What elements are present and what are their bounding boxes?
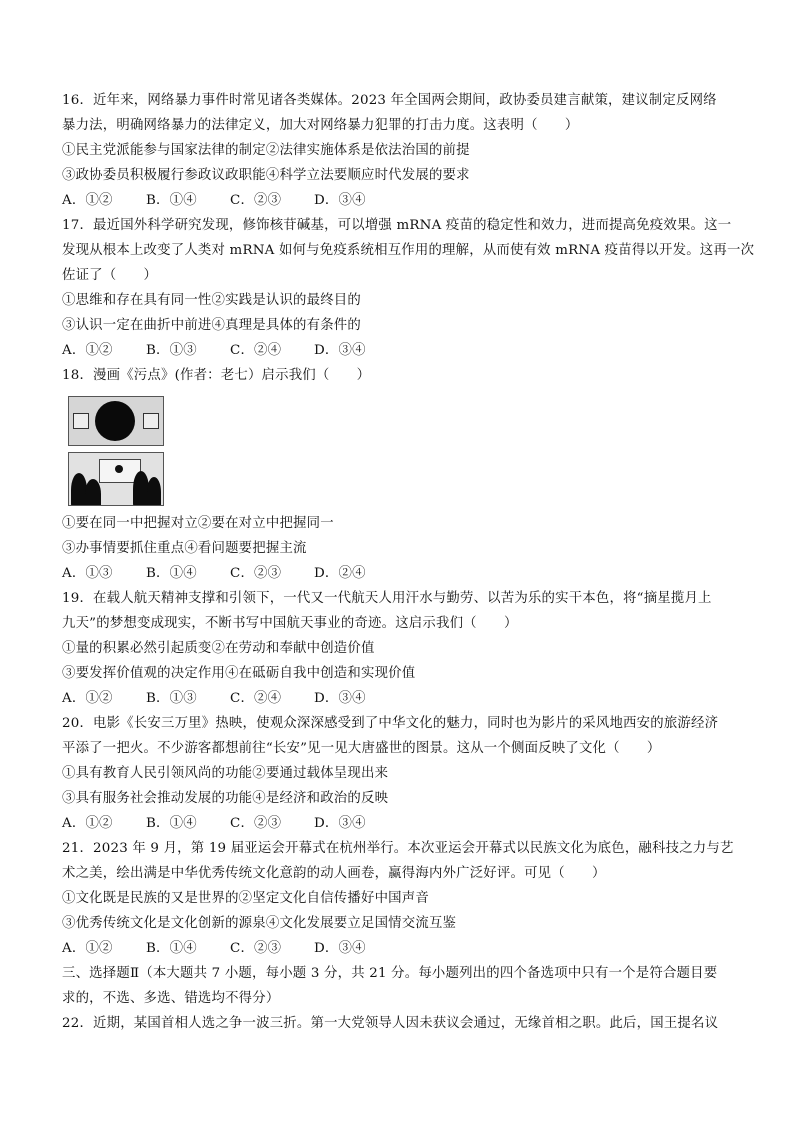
q19-option-c[interactable]: C．②④ bbox=[230, 691, 282, 706]
q17-option-c[interactable]: C．②④ bbox=[230, 343, 282, 358]
q18-options bbox=[62, 561, 742, 586]
q21-option-a[interactable]: A．①② bbox=[62, 941, 113, 956]
q21-option-b[interactable]: B．①④ bbox=[146, 941, 197, 956]
q16-item-2: ③政协委员积极履行参政议政职能④科学立法要顺应时代发展的要求 bbox=[62, 168, 470, 183]
q17-item-1: ①思维和存在具有同一性②实践是认识的最终目的 bbox=[62, 293, 361, 308]
q16-option-c[interactable]: C．②③ bbox=[230, 193, 282, 208]
q20-option-b[interactable]: B．①④ bbox=[146, 816, 197, 831]
q18-option-a[interactable]: A．①③ bbox=[62, 566, 113, 581]
q16-option-b[interactable]: B．①④ bbox=[146, 193, 197, 208]
q21-stem-line-2: 术之美，绘出满是中华优秀传统文化意韵的动人画卷，赢得海内外广泛好评。可见（ ） bbox=[62, 866, 606, 881]
section-3-heading-line-1: 三、选择题Ⅱ（本大题共 7 小题，每小题 3 分，共 21 分。每小题列出的四个备选项中只有一个是符合题目要 bbox=[62, 966, 718, 981]
q17-stem-line-3: 佐证了（ ） bbox=[62, 268, 158, 283]
q18-option-d[interactable]: D．②④ bbox=[314, 566, 366, 581]
q16-option-a[interactable]: A．①② bbox=[62, 193, 113, 208]
cartoon-panel-bottom bbox=[68, 452, 164, 506]
section-3-heading-line-2: 求的，不选、多选、错选均不得分） bbox=[62, 991, 280, 1006]
q18-option-c[interactable]: C．②③ bbox=[230, 566, 282, 581]
q21-stem-line-1: 21．2023 年 9 月，第 19 届亚运会开幕式在杭州举行。本次亚运会开幕式以民族文化为底色，融科技之力与艺 bbox=[62, 841, 734, 856]
q22-stem-line-1: 22．近期，某国首相人选之争一波三折。第一大党领导人因未获议会通过，无缘首相之职。此后，国王提名议 bbox=[62, 1016, 719, 1031]
cartoon-panel-top bbox=[68, 396, 164, 446]
q17-stem-line-2: 发现从根本上改变了人类对 mRNA 如何与免疫系统相互作用的理解，从而使有效 mRNA 疫苗得以开发。这再一次 bbox=[62, 243, 755, 258]
q16-stem-line-2: 暴力法，明确网络暴力的法律定义，加大对网络暴力犯罪的打击力度。这表明（ ） bbox=[62, 118, 579, 133]
q19-option-b[interactable]: B．①③ bbox=[146, 691, 197, 706]
q19-option-a[interactable]: A．①② bbox=[62, 691, 113, 706]
q21-options bbox=[62, 936, 742, 961]
q17-stem-line-1: 17．最近国外科学研究发现，修饰核苷碱基，可以增强 mRNA 疫苗的稳定性和效力，进而提高免疫效果。这一 bbox=[62, 218, 732, 233]
viewer-silhouette-icon bbox=[147, 477, 161, 506]
q20-stem-line-2: 平添了一把火。不少游客都想前往“长安”见一见大唐盛世的图景。这从一个侧面反映了文化（ ） bbox=[62, 741, 661, 756]
q18-stem-line-1: 18．漫画《污点》(作者：老七）启示我们（ ） bbox=[62, 368, 371, 383]
cartoon-frame-left-icon bbox=[73, 413, 89, 429]
q16-option-d[interactable]: D．③④ bbox=[314, 193, 366, 208]
q18-option-b[interactable]: B．①④ bbox=[146, 566, 197, 581]
q19-item-1: ①量的积累必然引起质变②在劳动和奉献中创造价值 bbox=[62, 641, 375, 656]
q21-option-d[interactable]: D．③④ bbox=[314, 941, 366, 956]
q21-item-2: ③优秀传统文化是文化创新的源泉④文化发展要立足国情交流互鉴 bbox=[62, 916, 457, 931]
q16-stem-line-1: 16．近年来，网络暴力事件时常见诸各类媒体。2023 年全国两会期间，政协委员建言献策，建议制定反网络 bbox=[62, 93, 717, 108]
q17-option-b[interactable]: B．①③ bbox=[146, 343, 197, 358]
q19-option-d[interactable]: D．③④ bbox=[314, 691, 366, 706]
q20-options bbox=[62, 811, 742, 836]
cartoon-frame-right-icon bbox=[143, 413, 159, 429]
q16-options bbox=[62, 188, 742, 213]
q20-option-a[interactable]: A．①② bbox=[62, 816, 113, 831]
q19-stem-line-2: 九天”的梦想变成现实，不断书写中国航天事业的奇迹。这启示我们（ ） bbox=[62, 616, 518, 631]
q18-item-2: ③办事情要抓住重点④看问题要把握主流 bbox=[62, 541, 307, 556]
black-stain-icon bbox=[95, 401, 135, 441]
q17-option-d[interactable]: D．③④ bbox=[314, 343, 366, 358]
q17-options bbox=[62, 338, 742, 363]
q19-stem-line-1: 19．在载人航天精神支撑和引领下，一代又一代航天人用汗水与勤劳、以苦为乐的实干本色，将“摘星揽月上 bbox=[62, 591, 712, 606]
viewer-silhouette-icon bbox=[85, 479, 101, 506]
q21-option-c[interactable]: C．②③ bbox=[230, 941, 282, 956]
q17-item-2: ③认识一定在曲折中前进④真理是具体的有条件的 bbox=[62, 318, 361, 333]
q20-item-1: ①具有教育人民引领风尚的功能②要通过载体呈现出来 bbox=[62, 766, 389, 781]
q18-item-1: ①要在同一中把握对立②要在对立中把握同一 bbox=[62, 516, 334, 531]
q19-options bbox=[62, 686, 742, 711]
q20-option-c[interactable]: C．②③ bbox=[230, 816, 282, 831]
q20-option-d[interactable]: D．③④ bbox=[314, 816, 366, 831]
q21-item-1: ①文化既是民族的又是世界的②坚定文化自信传播好中国声音 bbox=[62, 891, 429, 906]
q16-item-1: ①民主党派能参与国家法律的制定②法律实施体系是依法治国的前提 bbox=[62, 143, 470, 158]
stain-dot-icon bbox=[115, 465, 123, 473]
q20-stem-line-1: 20．电影《长安三万里》热映，使观众深深感受到了中华文化的魅力，同时也为影片的采风地西安的旅游经济 bbox=[62, 716, 719, 731]
q17-option-a[interactable]: A．①② bbox=[62, 343, 113, 358]
q20-item-2: ③具有服务社会推动发展的功能④是经济和政治的反映 bbox=[62, 791, 389, 806]
q19-item-2: ③要发挥价值观的决定作用④在砥砺自我中创造和实现价值 bbox=[62, 666, 416, 681]
